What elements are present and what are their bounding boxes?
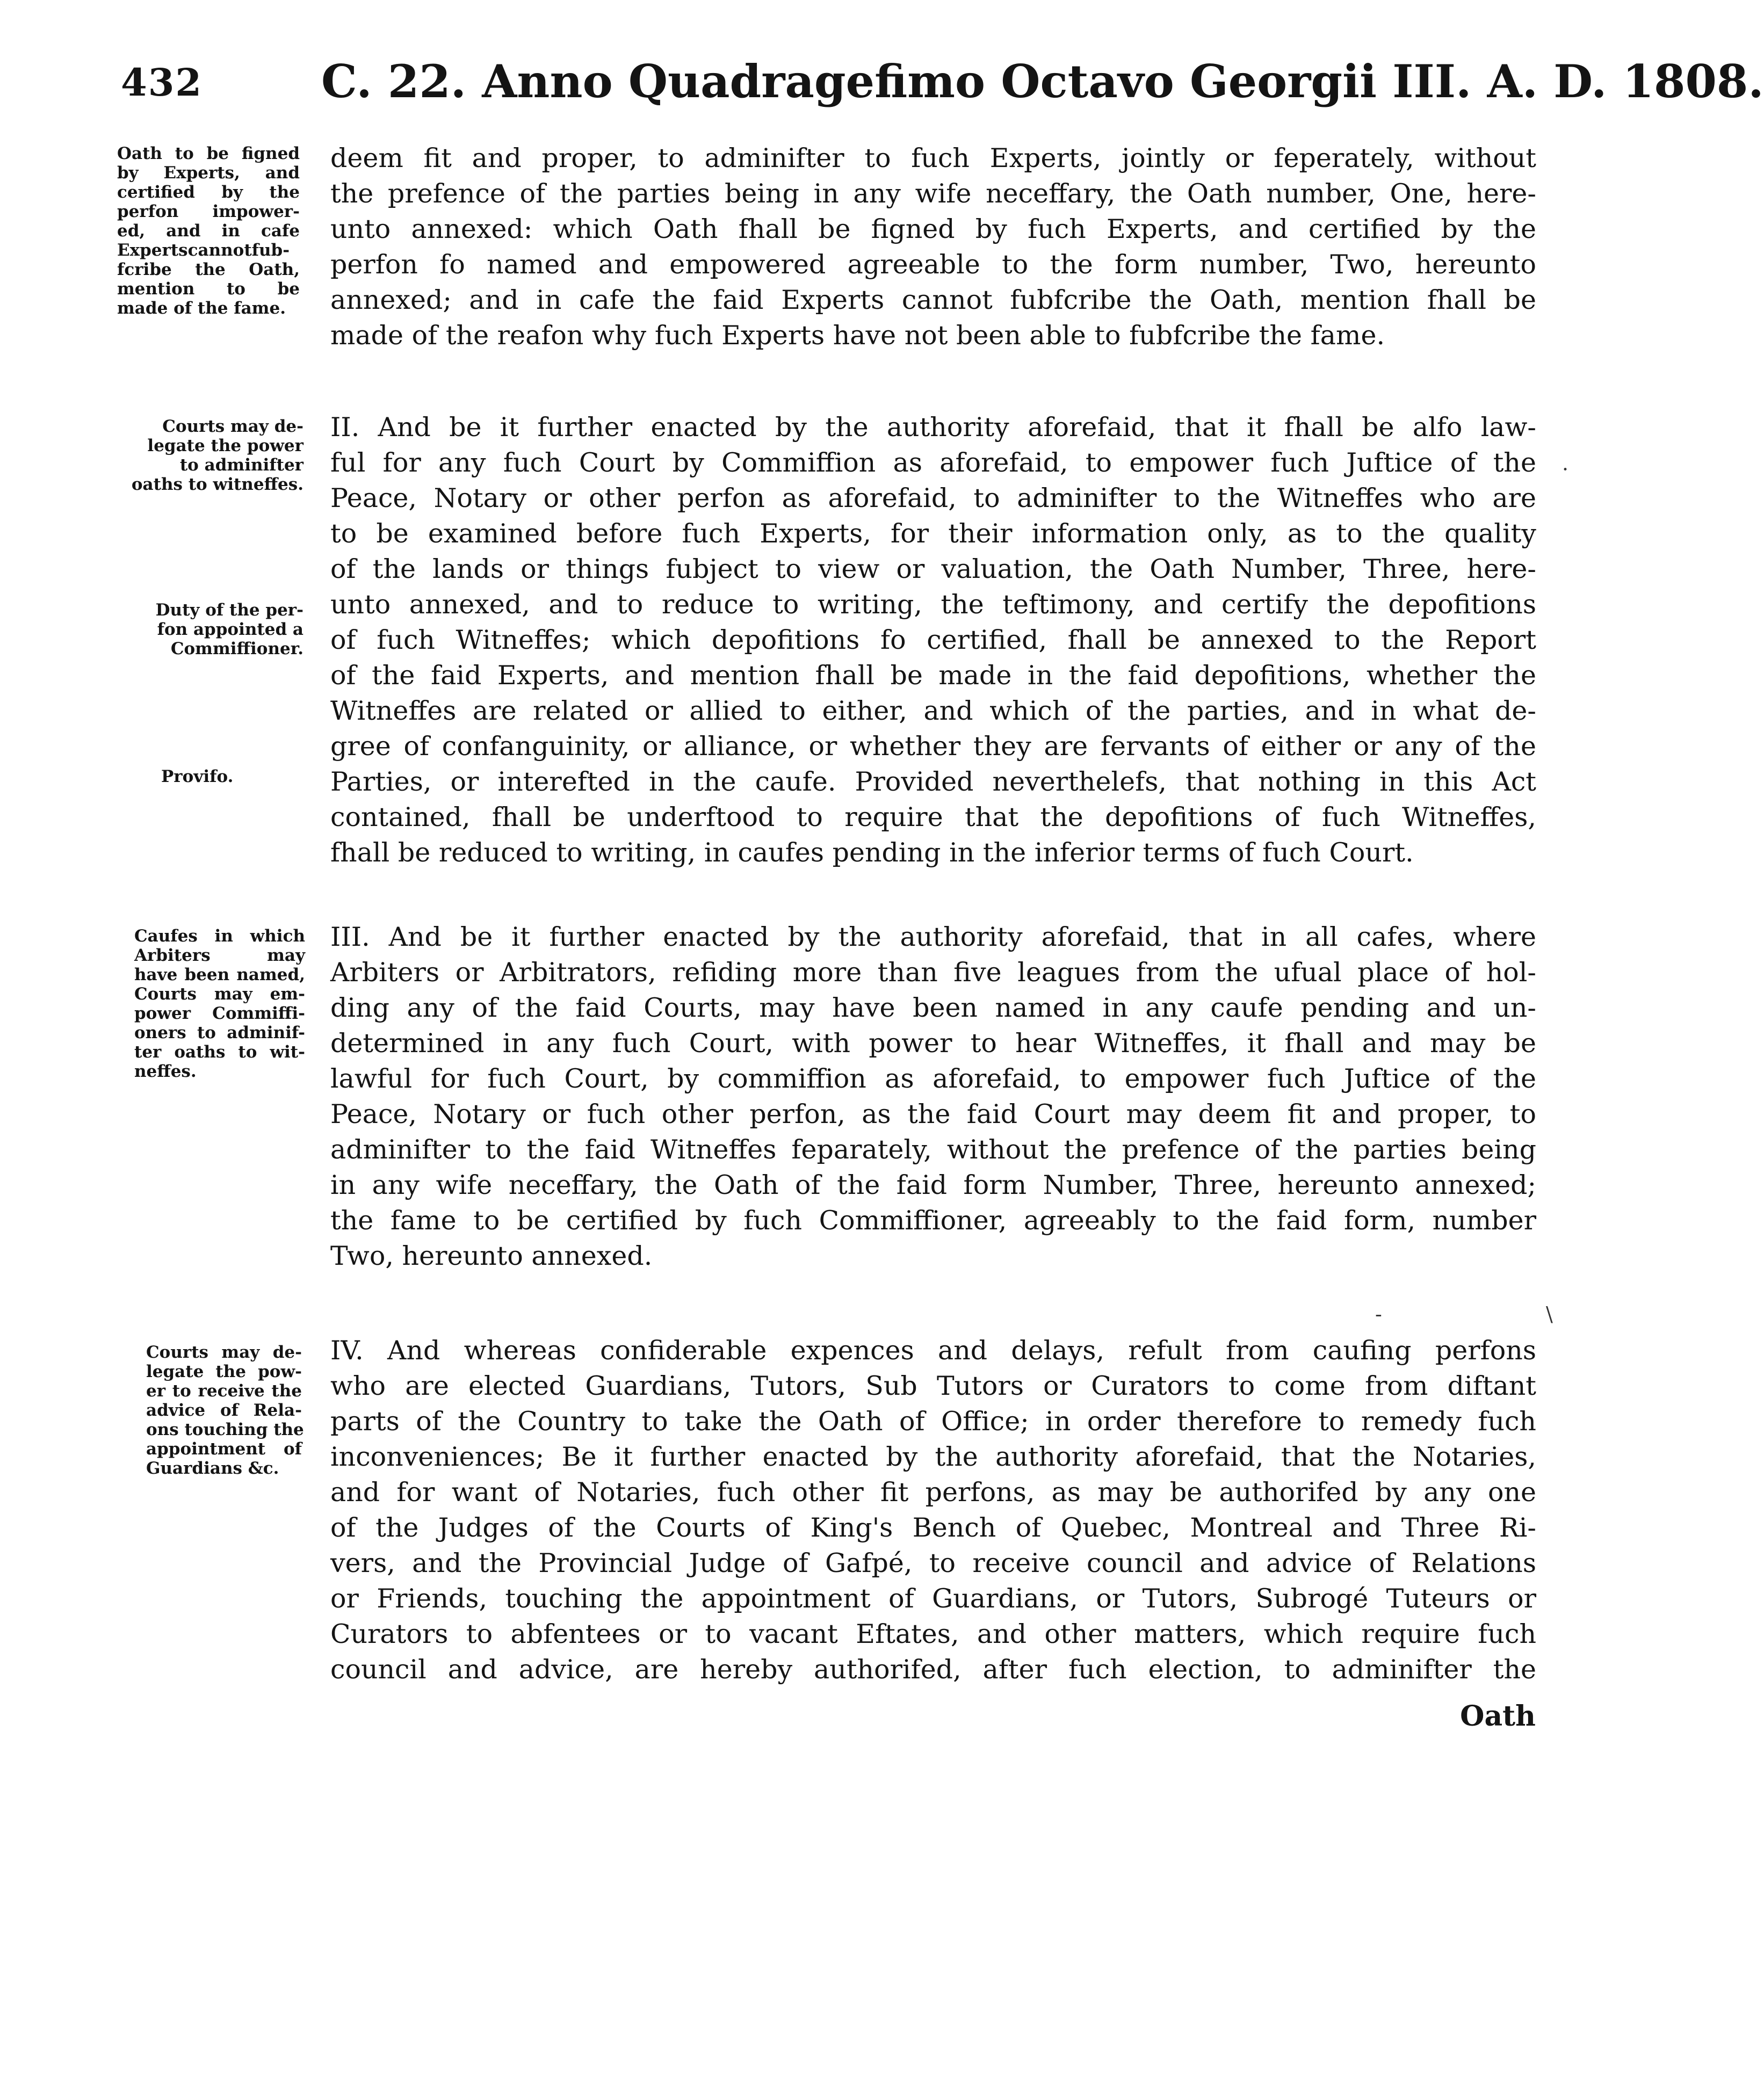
text-line: determined in any fuch Court, with power to hear Witneffes, it fhall and may be [330, 1028, 1536, 1059]
sidenote-line: Courts may de- [162, 417, 303, 436]
text-line: Two, hereunto annexed. [330, 1241, 653, 1271]
text-line: of the lands or things fubject to view or valuation, the Oath Number, Three, here- [330, 554, 1536, 584]
text-line: who are elected Guardians, Tutors, Sub Tutors or Curators to come from diftant [330, 1371, 1536, 1401]
sidenote-line: Commiffioner. [170, 639, 303, 658]
sidenote-line: ons touching the [146, 1420, 304, 1439]
text-line: annexed; and in cafe the faid Experts cannot fubfcribe the Oath, mention fhall be [330, 285, 1536, 315]
sidenote-courts-delegate-oaths [121, 417, 303, 494]
sidenote-line: ed, and in cafe [117, 221, 300, 241]
text-line: III. And be it further enacted by the authority aforefaid, that in all cafes, where [330, 922, 1536, 952]
print-mark: · [1562, 458, 1569, 481]
text-line: the fame to be certified by fuch Commiffioner, agreeably to the faid form, number [330, 1205, 1536, 1236]
text-line: to be examined before fuch Experts, for their information only, as to the quality [330, 518, 1536, 549]
sidenote-arbiters [134, 926, 305, 1081]
sidenote-line: Provifo. [161, 767, 234, 786]
text-line: and for want of Notaries, fuch other fit perfons, as may be authorifed by any one [330, 1477, 1536, 1508]
sidenote-line: Duty of the per- [155, 600, 303, 620]
text-line: of fuch Witneffes; which depofitions fo certified, fhall be annexed to the Report [330, 625, 1536, 655]
text-line: Peace, Notary or fuch other perfon, as the faid Court may deem fit and proper, to [330, 1099, 1536, 1129]
text-line: parts of the Country to take the Oath of Office; in order therefore to remedy fuch [330, 1406, 1536, 1437]
catchword: Oath [1460, 1700, 1536, 1733]
sidenote-line: Expertscannotfub- [117, 241, 290, 260]
text-line: of the Judges of the Courts of King's Bench of Quebec, Montreal and Three Ri- [330, 1512, 1536, 1543]
sidenote-line: mention to be [117, 279, 300, 299]
text-line: council and advice, are hereby authorifed, after fuch election, to adminifter the [330, 1654, 1536, 1685]
text-line: II. And be it further enacted by the authority aforefaid, that it fhall be alfo law- [330, 412, 1536, 443]
sidenote-proviso [161, 767, 344, 786]
running-head: C. 22. Anno Quadragefimo Octavo Georgii III. A. D. 1808. [321, 55, 1764, 108]
text-line: made of the reafon why fuch Experts have not been able to fubfcribe the fame. [330, 320, 1385, 351]
text-line: ding any of the faid Courts, may have been named in any caufe pending and un- [330, 993, 1536, 1023]
sidenote-line: fcribe the Oath, [117, 260, 300, 279]
sidenote-line: neffes. [134, 1062, 197, 1081]
print-mark: \ [1546, 1302, 1553, 1326]
sidenote-line: Oath to be figned [117, 144, 300, 163]
text-line: Witneffes are related or allied to either, and which of the parties, and in what de- [330, 696, 1536, 726]
text-line: gree of confanguinity, or alliance, or whether they are fervants of either or any of the [330, 731, 1536, 762]
text-line: contained, fhall be underftood to require that the depofitions of fuch Witneffes, [330, 802, 1536, 832]
sidenote-line: perfon impower- [117, 202, 300, 221]
sidenote-line: Arbiters may [134, 946, 305, 965]
sidenote-duty-commissioner [121, 600, 303, 658]
sidenote-line: Courts may em- [134, 984, 305, 1004]
text-line: fhall be reduced to writing, in caufes pending in the inferior terms of fuch Court. [330, 837, 1414, 868]
sidenote-line: to adminifter [179, 455, 303, 475]
sidenote-line: advice of Rela- [146, 1401, 302, 1420]
text-line: unto annexed, and to reduce to writing, the teftimony, and certify the depofitions [330, 589, 1536, 620]
text-line: Arbiters or Arbitrators, refiding more than five leagues from the ufual place of hol- [330, 957, 1536, 988]
sidenote-guardians-advice [146, 1343, 302, 1478]
paragraph-section-iii [330, 919, 1536, 1274]
sidenote-line: oners to adminif- [134, 1023, 305, 1042]
print-mark: - [1375, 1302, 1382, 1326]
sidenote-line: certified by the [117, 183, 300, 202]
paragraph-section-ii [330, 410, 1536, 871]
sidenote-oath-signed [117, 144, 300, 318]
sidenote-line: legate the power [147, 436, 303, 455]
sidenote-line: Guardians &c. [146, 1459, 279, 1478]
page-number: 432 [121, 60, 203, 105]
text-line: or Friends, touching the appointment of Guardians, or Tutors, Subrogé Tuteurs or [330, 1583, 1536, 1614]
sidenote-line: appointment of [146, 1439, 302, 1459]
sidenote-line: Courts may de- [146, 1343, 302, 1362]
text-line: perfon fo named and empowered agreeable to the form number, Two, hereunto [330, 249, 1536, 280]
text-line: the prefence of the parties being in any wife neceffary, the Oath number, One, here- [330, 178, 1536, 209]
text-line: unto annexed: which Oath fhall be figned by fuch Experts, and certified by the [330, 214, 1536, 244]
text-line: Curators to abfentees or to vacant Eftates, and other matters, which require fuch [330, 1619, 1536, 1649]
text-line: lawful for fuch Court, by commiffion as aforefaid, to empower fuch Juftice of the [330, 1063, 1536, 1094]
text-line: IV. And whereas confiderable expences and delays, refult from caufing perfons [330, 1335, 1536, 1366]
text-line: Parties, or interefted in the caufe. Provided neverthelefs, that nothing in this Act [330, 766, 1536, 797]
sidenote-line: made of the fame. [117, 299, 286, 318]
text-line: inconveniences; Be it further enacted by the authority aforefaid, that the Notaries, [330, 1442, 1536, 1472]
sidenote-line: ter oaths to wit- [134, 1042, 305, 1062]
text-line: adminifter to the faid Witneffes feparately, without the prefence of the parties being [330, 1134, 1536, 1165]
text-line: vers, and the Provincial Judge of Gafpé, to receive council and advice of Relations [330, 1548, 1536, 1578]
text-line: deem fit and proper, to adminifter to fuch Experts, jointly or feperately, without [330, 143, 1536, 173]
sidenote-line: power Commiffi- [134, 1004, 305, 1023]
sidenote-line: oaths to witneffes. [131, 475, 303, 494]
sidenote-line: fon appointed a [157, 620, 303, 639]
text-line: Peace, Notary or other perfon as aforefaid, to adminifter to the Witneffes who are [330, 483, 1536, 513]
text-line: ful for any fuch Court by Commiffion as aforefaid, to empower fuch Juftice of the [330, 447, 1536, 478]
text-line: in any wife neceffary, the Oath of the faid form Number, Three, hereunto annexed; [330, 1170, 1536, 1200]
sidenote-line: er to receive the [146, 1381, 302, 1401]
paragraph-section-iv [330, 1333, 1536, 1687]
sidenote-line: by Experts, and [117, 163, 300, 183]
sidenote-line: Caufes in which [134, 926, 305, 946]
text-line: of the faid Experts, and mention fhall be made in the faid depofitions, whether the [330, 660, 1536, 691]
sidenote-line: have been named, [134, 965, 305, 984]
sidenote-line: legate the pow- [146, 1362, 302, 1381]
paragraph-continuation [330, 141, 1536, 353]
